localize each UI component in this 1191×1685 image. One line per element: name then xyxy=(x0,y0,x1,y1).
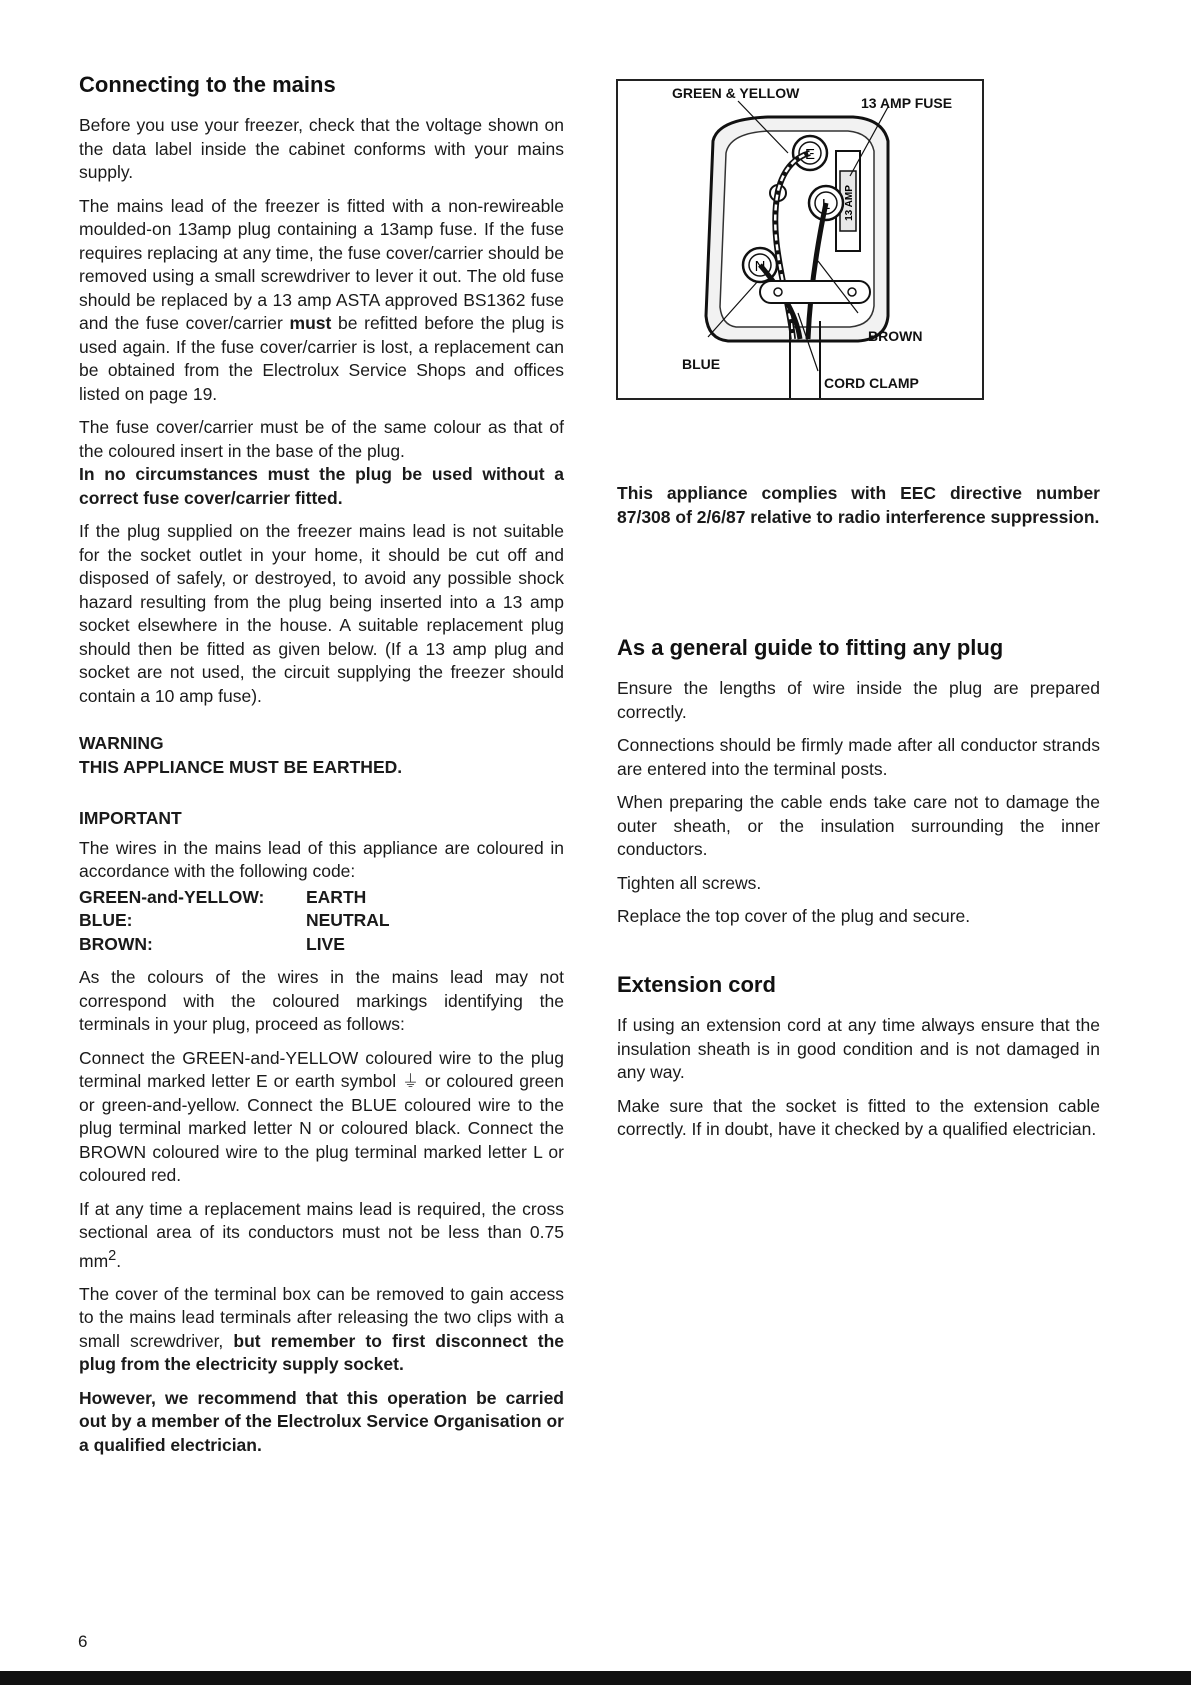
table-cell: LIVE xyxy=(306,933,345,954)
section-extension-cord xyxy=(617,972,1100,1152)
directive-text: This appliance complies with EEC directive number 87/308 of 2/6/87 relative to radio interference suppression. xyxy=(617,483,1100,527)
paragraph-plug-fuse xyxy=(79,195,564,407)
plug-wiring-diagram xyxy=(616,79,984,400)
paragraph-recommendation: However, we recommend that this operation be carried out by a member of the Electrolux Service Organisation or a qualified electrician. xyxy=(79,1387,564,1455)
paragraph-unsuitable-plug: If the plug supplied on the freezer mains lead is not suitable for the socket outlet in your home, it should be cut off and disposed of safely, or destroyed, to avoid any possible shock hazard resulting from the plug being inserted into a 13 amp socket elsewhere in the house. A suitable replacement plug should then be fitted as given below. (If a 13 amp plug and socket are not used, the circuit supplying the freezer should contain a 10 amp fuse). xyxy=(79,521,564,706)
table-cell: BLUE: xyxy=(79,910,133,930)
section-heading-mains: Connecting to the mains xyxy=(79,72,336,97)
text: Connect the GREEN-and-YELLOW coloured wire to the plug terminal marked letter E or earth symbol xyxy=(79,1047,564,1091)
plug-illustration xyxy=(618,81,982,398)
paragraph-wire-code: The wires in the mains lead of this appliance are coloured in accordance with the following code: xyxy=(79,837,564,881)
text: If at any time a replacement mains lead is required, the cross sectional area of its conductors must not be less than 0.75 mm xyxy=(79,1198,564,1271)
label-brown: BROWN xyxy=(868,328,923,344)
paragraph-tighten-screws: Tighten all screws. xyxy=(617,872,762,893)
terminal-n-label: N xyxy=(754,258,766,275)
text: The cover of the terminal box can be removed to gain access to the mains lead terminals after releasing the two clips with a small screwdriver, xyxy=(79,1283,564,1351)
paragraph-connections: Connections should be firmly made after all conductor strands are entered into the terminal posts. xyxy=(617,735,1100,779)
table-row xyxy=(79,886,390,910)
paragraph-colours-note: As the colours of the wires in the mains lead may not correspond with the coloured markings identifying the terminals in your plug, proceed as follows: xyxy=(79,967,564,1034)
eec-directive xyxy=(617,482,1100,539)
label-13-amp-fuse: 13 AMP FUSE xyxy=(861,95,953,111)
page-number: 6 xyxy=(78,1632,88,1651)
table-cell: BROWN: xyxy=(79,933,153,954)
section-heading-guide: As a general guide to fitting any plug xyxy=(617,635,1004,660)
superscript: 2 xyxy=(108,1247,117,1264)
text: The mains lead of the freezer is fitted with a non-rewireable moulded-on 13amp plug containing a 13amp fuse. If the fuse requires replacing at any time, the fuse cover/carrier should be removed using a small screwdriver to lever it out. The old fuse should be replaced by a 13 amp ASTA approved BS1362 fuse and the fuse cover/carrier xyxy=(79,195,564,333)
wire-colour-table xyxy=(79,886,390,957)
paragraph-cable-ends: When preparing the cable ends take care not to damage the outer sheath, or the insulation surrounding the inner conductors. xyxy=(617,792,1100,859)
text-emphasis: must xyxy=(289,313,332,333)
important-title: IMPORTANT xyxy=(79,808,182,828)
paragraph-fuse-colour: The fuse cover/carrier must be of the same colour as that of the coloured insert in the base of the plug. xyxy=(79,417,564,461)
text: or coloured green or green-and-yellow. Connect the BLUE coloured wire to the plug terminal marked letter N or coloured black. Connect the BROWN coloured wire to the plug terminal marked letter L or coloured red. xyxy=(79,1071,564,1185)
paragraph-connect-wires xyxy=(79,1047,564,1188)
table-cell: EARTH xyxy=(306,886,367,907)
table-row xyxy=(79,933,390,957)
label-blue: BLUE xyxy=(682,356,721,372)
paragraph-cross-section xyxy=(79,1198,564,1273)
paragraph-circumstances: In no circumstances must the plug be used without a correct fuse cover/carrier fitted. xyxy=(79,464,564,508)
paragraph-socket-check: Make sure that the socket is fitted to the extension cable correctly. If in doubt, have it checked by a qualified electrician. xyxy=(617,1095,1100,1139)
paragraph-voltage: Before you use your freezer, check that the voltage shown on the data label inside the cabinet conforms with your mains supply. xyxy=(79,115,564,182)
text: . xyxy=(116,1250,122,1271)
table-cell: NEUTRAL xyxy=(306,910,390,930)
section-heading-extension: Extension cord xyxy=(617,972,776,997)
terminal-e-label: E xyxy=(804,146,816,163)
paragraph-terminal-box xyxy=(79,1283,564,1377)
paragraph-replace-cover: Replace the top cover of the plug and secure. xyxy=(617,906,971,926)
table-row xyxy=(79,909,390,933)
label-green-yellow: GREEN & YELLOW xyxy=(672,85,800,101)
paragraph-wire-lengths: Ensure the lengths of wire inside the plug are prepared correctly. xyxy=(617,678,1100,722)
text-emphasis: but remember to first disconnect the plug from the electricity supply socket. xyxy=(79,1330,564,1375)
section-general-guide xyxy=(617,635,1100,939)
text: be refitted before the plug is used again. If the fuse cover/carrier is lost, a replacement can be obtained from the Electrolux Service Shops and offices listed on page 19. xyxy=(79,313,564,404)
paragraph-insulation: If using an extension cord at any time always ensure that the insulation sheath is in good condition and is not damaged in any way. xyxy=(617,1015,1100,1082)
terminal-l-label: L xyxy=(821,196,831,213)
table-cell: GREEN-and-YELLOW: xyxy=(79,886,265,907)
warning-title: WARNING xyxy=(79,733,164,753)
label-cord-clamp: CORD CLAMP xyxy=(824,375,919,391)
fuse-label: 13 AMP xyxy=(844,185,855,221)
earth-symbol-icon: ⏚ xyxy=(402,1072,419,1091)
left-column xyxy=(79,72,564,1467)
scan-edge xyxy=(0,1671,1191,1685)
warning-text: THIS APPLIANCE MUST BE EARTHED. xyxy=(79,756,403,777)
